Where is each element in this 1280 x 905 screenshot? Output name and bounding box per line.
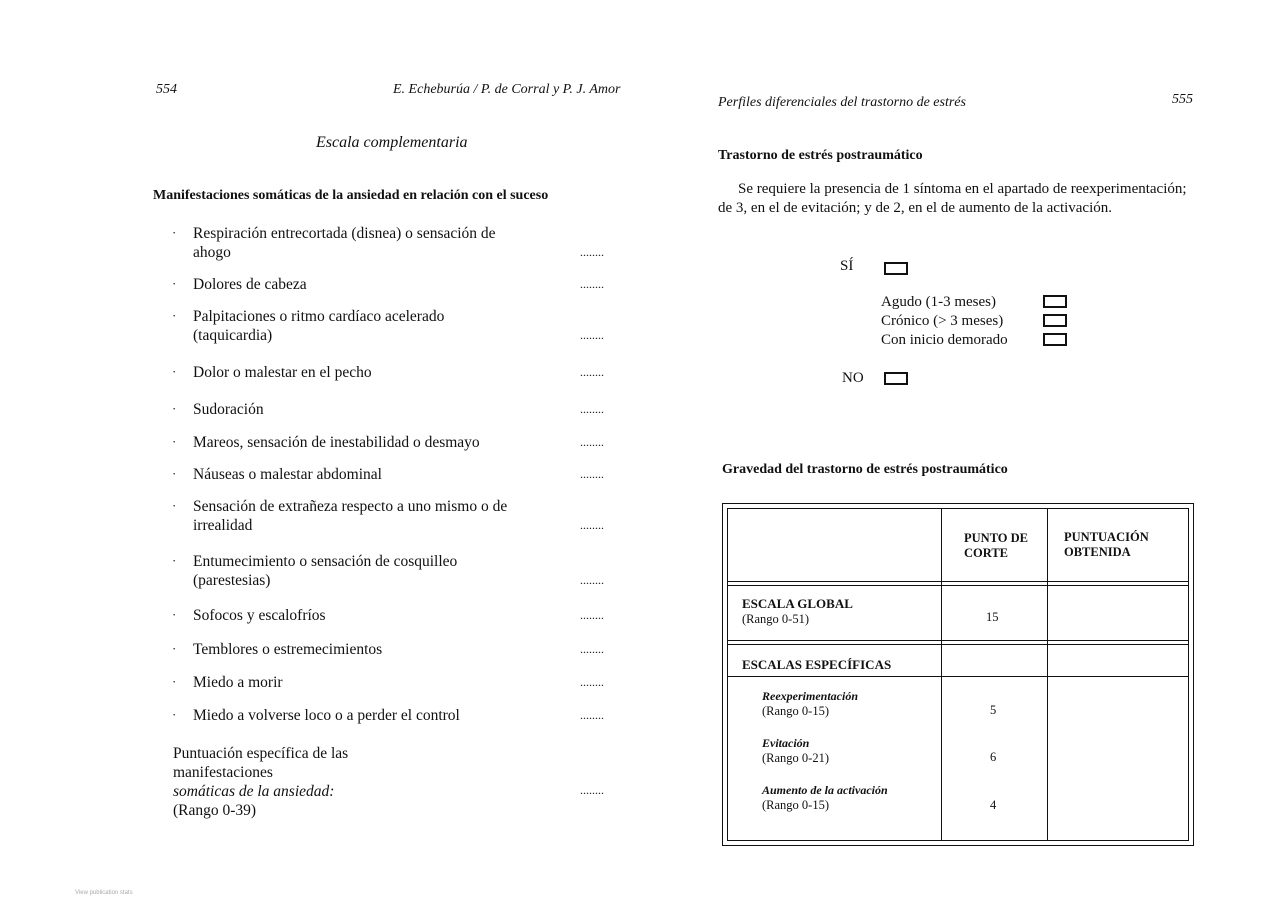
global-cut-point: 15 bbox=[986, 610, 999, 624]
score-line: somáticas de la ansiedad: bbox=[173, 783, 335, 800]
score-blank[interactable]: ........ bbox=[580, 365, 604, 379]
score-blank[interactable]: ........ bbox=[580, 435, 604, 449]
symptom-text: Miedo a morir bbox=[193, 674, 283, 691]
acute-checkbox[interactable] bbox=[1043, 295, 1067, 308]
bullet: · bbox=[172, 225, 177, 240]
bullet: · bbox=[172, 707, 177, 722]
bullet: · bbox=[172, 401, 177, 416]
option-acute-label: Agudo (1-3 meses) bbox=[881, 294, 996, 310]
symptom-text: Respiración entrecortada (disnea) o sensación de ahogo bbox=[193, 225, 496, 261]
subscale-cut-point: 4 bbox=[990, 798, 997, 812]
severity-table-frame bbox=[727, 508, 1189, 841]
column-divider bbox=[941, 509, 942, 840]
subscale-range: (Rango 0-15) bbox=[762, 704, 829, 718]
bullet: · bbox=[172, 466, 177, 481]
symptom-text: Sofocos y escalofríos bbox=[193, 607, 326, 624]
score-blank[interactable]: ........ bbox=[580, 328, 604, 342]
header-cut-point: PUNTO DE CORTE bbox=[964, 531, 1029, 560]
subscale-label: Reexperimentación bbox=[762, 689, 858, 703]
subscale-cell bbox=[762, 783, 888, 813]
subscale-cell bbox=[762, 736, 829, 766]
specific-scales-label: ESCALAS ESPECÍFICAS bbox=[742, 657, 892, 672]
symptom-text: Dolor o malestar en el pecho bbox=[193, 364, 372, 381]
bullet: · bbox=[172, 498, 177, 513]
no-label: NO bbox=[842, 370, 864, 386]
bullet: · bbox=[172, 276, 177, 291]
ptsd-heading: Trastorno de estrés postraumático bbox=[718, 148, 923, 163]
symptom-text: Palpitaciones o ritmo cardíaco acelerado (taquicardia) bbox=[193, 308, 445, 344]
view-stats-link[interactable]: View publication stats bbox=[75, 890, 133, 896]
global-scale-label: ESCALA GLOBAL bbox=[742, 596, 853, 611]
symptom-text: Entumecimiento o sensación de cosquilleo (parestesias) bbox=[193, 553, 458, 589]
score-blank[interactable]: ........ bbox=[580, 518, 604, 532]
chronic-checkbox[interactable] bbox=[1043, 314, 1067, 327]
row-divider bbox=[728, 640, 1188, 645]
symptom-text: Sudoración bbox=[193, 401, 264, 418]
bullet: · bbox=[172, 364, 177, 379]
subscale-cut-point: 6 bbox=[990, 750, 997, 764]
score-blank[interactable]: ........ bbox=[580, 277, 604, 291]
score-line: manifestaciones bbox=[173, 764, 273, 781]
row-divider bbox=[728, 676, 1188, 677]
subscale-cut-point: 5 bbox=[990, 703, 997, 717]
symptom-text: Miedo a volverse loco o a perder el control bbox=[193, 707, 460, 724]
score-blank[interactable]: ........ bbox=[580, 642, 604, 656]
bullet: · bbox=[172, 553, 177, 568]
severity-heading: Gravedad del trastorno de estrés postraumático bbox=[722, 462, 1008, 477]
yes-checkbox[interactable] bbox=[884, 262, 908, 275]
severity-table bbox=[722, 503, 1194, 846]
column-divider bbox=[1047, 509, 1048, 840]
row-divider bbox=[728, 581, 1188, 586]
yes-label: SÍ bbox=[840, 258, 854, 274]
left-running-head: E. Echeburúa / P. de Corral y P. J. Amor bbox=[393, 82, 621, 97]
bullet: · bbox=[172, 607, 177, 622]
score-blank[interactable]: ........ bbox=[580, 573, 604, 587]
symptom-text: Sensación de extrañeza respecto a uno mismo o de irrealidad bbox=[193, 498, 508, 534]
scale-title: Escala complementaria bbox=[316, 134, 468, 151]
subscale-label: Evitación bbox=[762, 736, 810, 750]
symptom-text: Mareos, sensación de inestabilidad o desmayo bbox=[193, 434, 480, 451]
right-running-head: Perfiles diferenciales del trastorno de estrés bbox=[718, 95, 966, 110]
subscale-label: Aumento de la activación bbox=[762, 783, 888, 797]
subscale-range: (Rango 0-21) bbox=[762, 751, 829, 765]
right-page-number: 555 bbox=[1172, 92, 1193, 107]
score-line: Puntuación específica de las bbox=[173, 745, 349, 762]
symptom-text: Náuseas o malestar abdominal bbox=[193, 466, 382, 483]
somatic-section-heading: Manifestaciones somáticas de la ansiedad en relación con el suceso bbox=[153, 188, 549, 203]
option-chronic-label: Crónico (> 3 meses) bbox=[881, 313, 1004, 329]
subscale-cell bbox=[762, 689, 858, 719]
bullet: · bbox=[172, 674, 177, 689]
score-blank[interactable]: ........ bbox=[580, 402, 604, 416]
specific-score-label bbox=[173, 744, 473, 820]
left-page-number: 554 bbox=[156, 82, 177, 97]
score-blank[interactable]: ........ bbox=[580, 708, 604, 722]
score-range: (Rango 0-39) bbox=[173, 802, 257, 819]
specific-score-blank[interactable]: ........ bbox=[580, 783, 604, 797]
option-delayed-label: Con inicio demorado bbox=[881, 332, 1008, 348]
bullet: · bbox=[172, 434, 177, 449]
symptom-text: Temblores o estremecimientos bbox=[193, 641, 383, 658]
score-blank[interactable]: ........ bbox=[580, 245, 604, 259]
bullet: · bbox=[172, 641, 177, 656]
header-score-obtained: PUNTUACIÓN OBTENIDA bbox=[1064, 530, 1149, 559]
score-blank[interactable]: ........ bbox=[580, 467, 604, 481]
subscale-range: (Rango 0-15) bbox=[762, 798, 829, 812]
score-blank[interactable]: ........ bbox=[580, 608, 604, 622]
global-scale-cell bbox=[742, 596, 853, 627]
global-scale-range: (Rango 0-51) bbox=[742, 612, 809, 626]
ptsd-criteria-text: Se requiere la presencia de 1 síntoma en el apartado de reexperimentación; de 3, en el de evitación; y de 2, en el de aumento de la activación. bbox=[718, 181, 1187, 216]
delayed-onset-checkbox[interactable] bbox=[1043, 333, 1067, 346]
bullet: · bbox=[172, 308, 177, 323]
score-blank[interactable]: ........ bbox=[580, 675, 604, 689]
no-checkbox[interactable] bbox=[884, 372, 908, 385]
symptom-text: Dolores de cabeza bbox=[193, 276, 307, 293]
